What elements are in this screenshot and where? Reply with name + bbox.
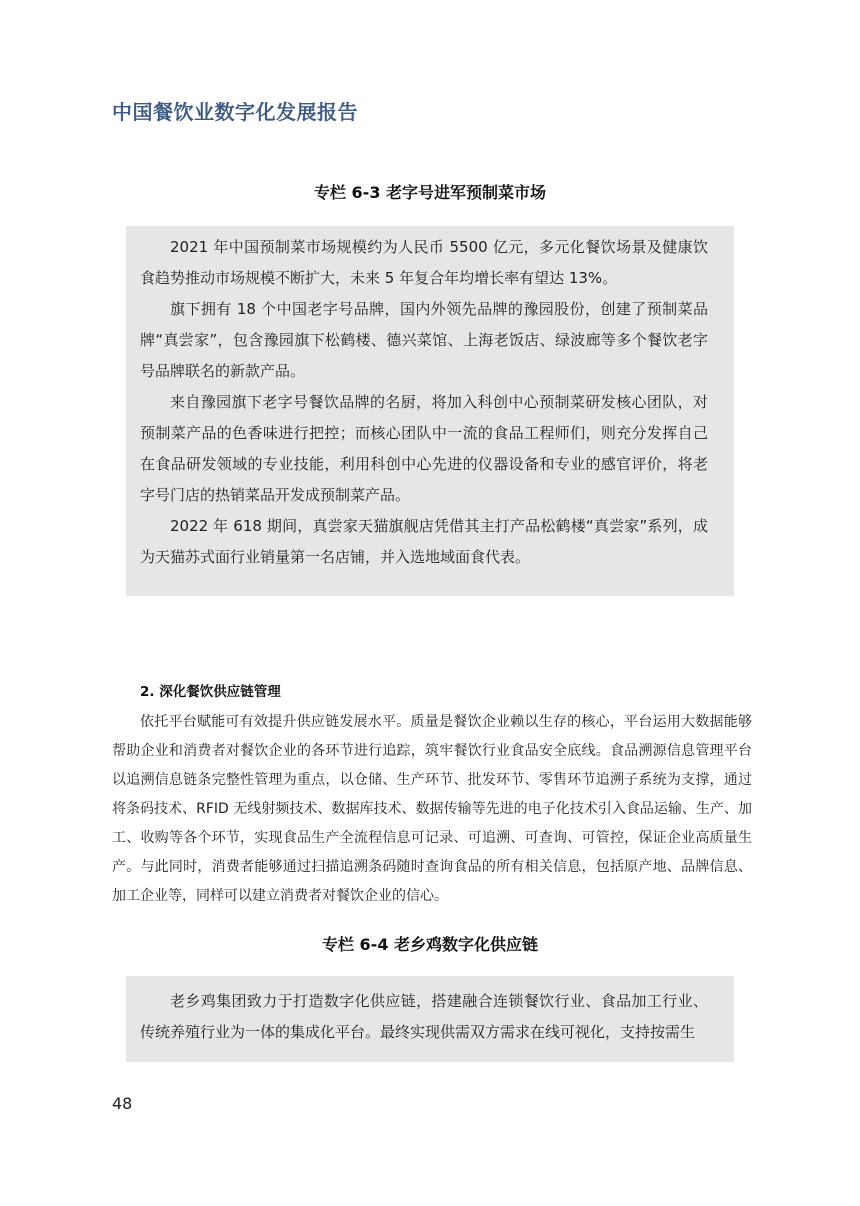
report-header-title: 中国餐饮业数字化发展报告 xyxy=(112,100,358,124)
section-body-text: 依托平台赋能可有效提升供应链发展水平。质量是餐饮企业赖以生存的核心，平台运用大数据能够帮助企业和消费者对餐饮企业的各环节进行追踪，筑牢餐饮行业食品安全底线。食品溯源信息管理平台以追溯信息链条完整性管理为重点，以仓储、生产环节、批发环节、零售环节追溯子系统为支撑，通过将条码技术、RFID 无线射频技术、数据库技术、数据传输等先进的电子化技术引入食品运输、生产、加工、收购等各个环节，实现食品生产全流程信息可记录、可追溯、可查询、可管控，保证企业高质量生产。与此同时，消费者能够通过扫描追溯条码随时查询食品的所有相关信息，包括原产地、品牌信息、加工企业等，同样可以建立消费者对餐饮企业的信心。 xyxy=(112,714,752,904)
box-6-3-title: 专栏 6-3 老字号进军预制菜市场 xyxy=(313,183,547,202)
box-6-3-paragraph: 2022 年 618 期间，真尝家天猫旗舰店凭借其主打产品松鹤楼“真尝家”系列，成为天猫苏式面行业销量第一名店铺，并入选地域面食代表。 xyxy=(140,517,708,566)
box-6-4-paragraph: 老乡鸡集团致力于打造数字化供应链，搭建融合连锁餐饮行业、食品加工行业、传统养殖行业为一体的集成化平台。最终实现供需双方需求在线可视化，支持按需生 xyxy=(140,992,708,1041)
section-heading: 2. 深化餐饮供应链管理 xyxy=(140,684,281,700)
box-6-3-paragraph: 来自豫园旗下老字号餐饮品牌的名厨，将加入科创中心预制菜研发核心团队，对预制菜产品的色香味进行把控；而核心团队中一流的食品工程师们，则充分发挥自己在食品研发领域的专业技能，利用科创中心先进的仪器设备和专业的感官评价，将老字号门店的热销菜品开发成预制菜产品。 xyxy=(140,393,708,504)
box-6-3 xyxy=(126,226,734,596)
box-6-4 xyxy=(126,976,734,1062)
box-6-4-title: 专栏 6-4 老乡鸡数字化供应链 xyxy=(321,935,539,954)
page-number: 48 xyxy=(112,1094,133,1113)
box-6-3-paragraph: 2021 年中国预制菜市场规模约为人民币 5500 亿元，多元化餐饮场景及健康饮食趋势推动市场规模不断扩大，未来 5 年复合年均增长率有望达 13%。 xyxy=(140,238,708,287)
box-6-3-paragraph: 旗下拥有 18 个中国老字号品牌，国内外领先品牌的豫园股份，创建了预制菜品牌“真尝家”，包含豫园旗下松鹤楼、德兴菜馆、上海老饭店、绿波廊等多个餐饮老字号品牌联名的新款产品。 xyxy=(140,300,708,380)
